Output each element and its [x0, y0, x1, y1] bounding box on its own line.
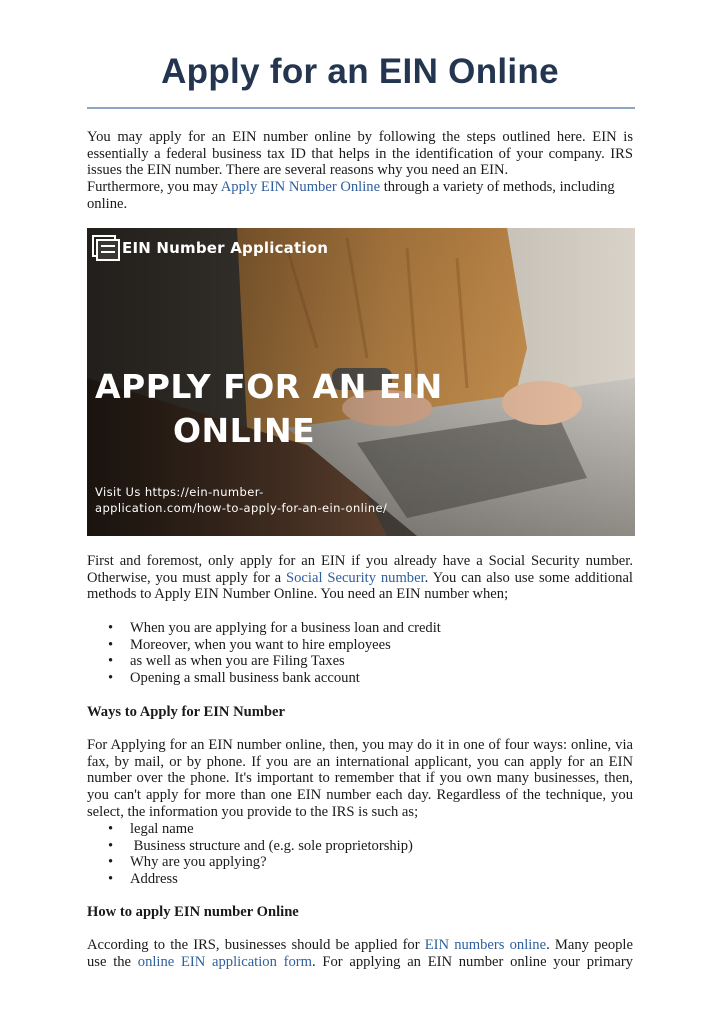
list-item: • Address	[87, 871, 633, 888]
intro-line-2: essentially a federal business tax ID that helps in the identification of your company. IRS	[87, 145, 633, 162]
para-ways-line-5: select, the information you provide to the IRS is such as;	[87, 803, 419, 820]
para-ways-line-1: For Applying for an EIN number online, then, you may do it in one of four ways: online, via	[87, 737, 633, 753]
list-item: • When you are applying for a business loan and credit	[87, 620, 633, 637]
document-icon	[93, 236, 119, 260]
list-item: • legal name	[87, 821, 633, 838]
para-how-line-1: According to the IRS, businesses should be applied for EIN numbers online. Many people	[87, 937, 633, 953]
hero-headline-1: APPLY FOR AN EIN	[95, 367, 443, 406]
info-list	[87, 821, 633, 888]
hero-brand-label: EIN Number Application	[122, 239, 329, 257]
intro-line-3: issues the EIN number. There are several reasons why you need an EIN.	[87, 162, 509, 179]
para-how	[87, 937, 633, 970]
para-ssn	[87, 553, 633, 603]
hero-visit-line-1: Visit Us https://ein-number-	[95, 485, 264, 499]
para-ssn-line-2: Otherwise, you must apply for a Social Security number. You can also use some additional	[87, 569, 633, 586]
page-title: Apply for an EIN Online	[161, 52, 559, 91]
para-ways-line-2: fax, by mail, or by phone. If you are an international applicant, you can apply for an EIN	[87, 753, 633, 770]
para-ways	[87, 737, 633, 821]
intro-line-5: online.	[87, 195, 128, 212]
list-item: • Why are you applying?	[87, 854, 633, 871]
hero-image	[87, 228, 635, 536]
heading-ways-to-apply: Ways to Apply for EIN Number	[87, 704, 285, 720]
online-ein-form-link[interactable]: online EIN application form	[137, 953, 312, 970]
reasons-list	[87, 620, 633, 687]
list-item: • Business structure and (e.g. sole proprietorship)	[87, 838, 633, 855]
intro-paragraph	[87, 129, 633, 213]
title-underline	[87, 107, 635, 109]
intro-line-1: You may apply for an EIN number online by following the steps outlined here. EIN is	[87, 129, 633, 145]
list-item: • Opening a small business bank account	[87, 670, 633, 687]
para-ways-line-3: number over the phone. It's important to remember that if you own many businesses, then,	[87, 770, 633, 787]
hero-visit-text	[95, 484, 387, 516]
intro-line-4: Furthermore, you may Apply EIN Number Online through a variety of methods, including	[87, 179, 615, 196]
para-how-line-2: use the online EIN application form. For applying an EIN number online your primary	[87, 953, 633, 970]
para-ssn-line-3: methods to Apply EIN Number Online. You need an EIN number when;	[87, 586, 509, 603]
list-item: • Moreover, when you want to hire employees	[87, 637, 633, 654]
para-ways-line-4: you can't apply for more than one EIN number each day. Regardless of the technique, you	[87, 787, 633, 804]
ein-numbers-online-link[interactable]: EIN numbers online	[424, 937, 547, 953]
social-security-link[interactable]: Social Security number	[286, 569, 425, 586]
heading-how-to-apply: How to apply EIN number Online	[87, 904, 299, 920]
list-item: • as well as when you are Filing Taxes	[87, 653, 633, 670]
para-ssn-line-1: First and foremost, only apply for an EIN if you already have a Social Security number.	[87, 553, 633, 569]
hero-headline-2: ONLINE	[173, 411, 316, 450]
hero-visit-line-2: application.com/how-to-apply-for-an-ein-online/	[95, 501, 388, 515]
apply-ein-online-link[interactable]: Apply EIN Number Online	[220, 179, 381, 196]
